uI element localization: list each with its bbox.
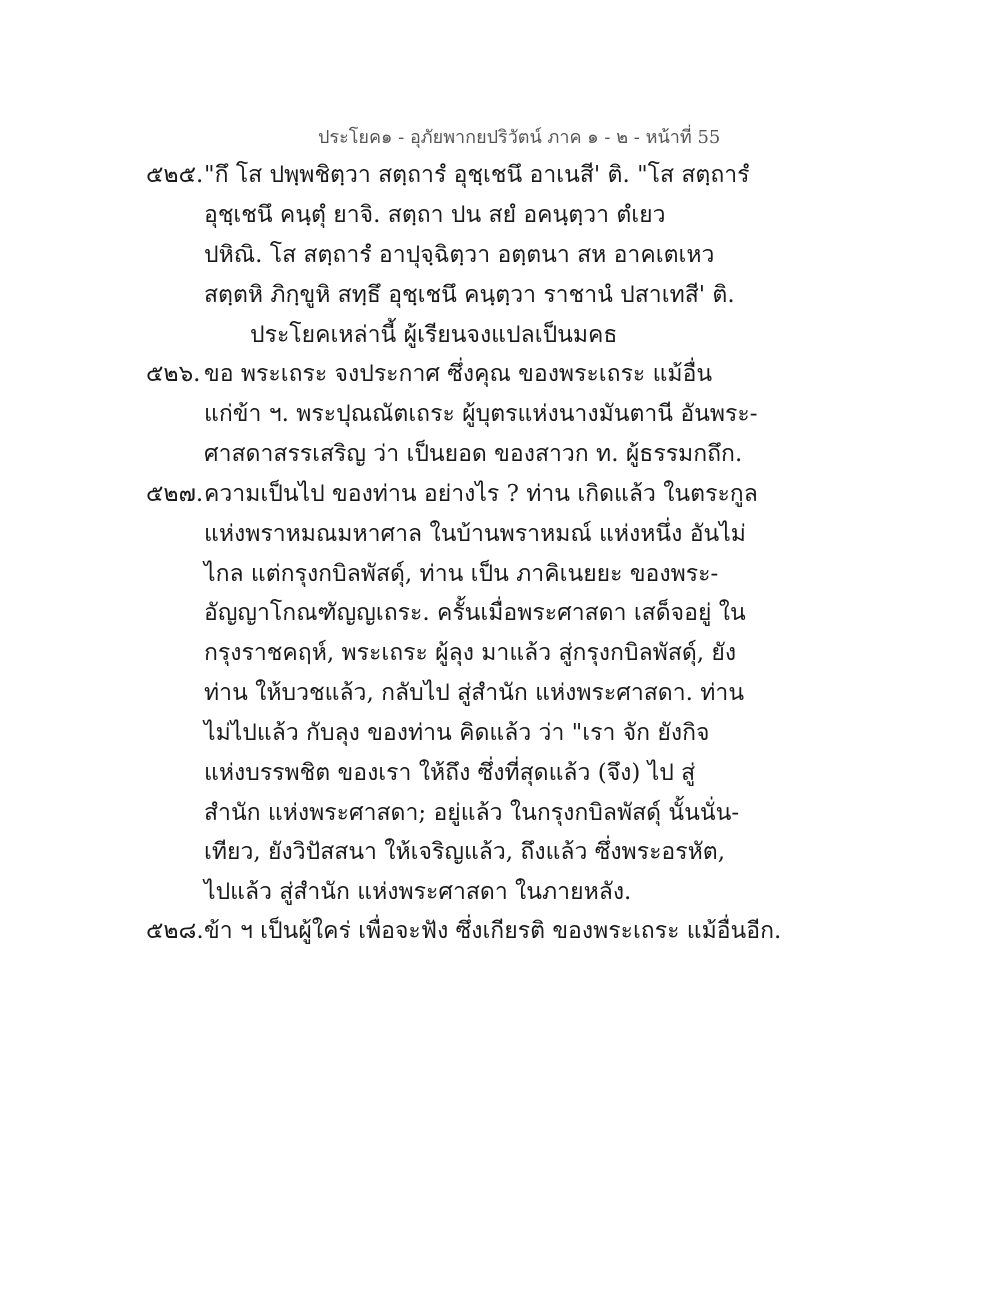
paragraph-line: ขอ พระเถระ จงประกาศ ซึ่งคุณ ของพระเถระ แม้อื่น	[204, 361, 713, 387]
paragraph-line: ไม่ไปแล้ว กับลุง ของท่าน คิดแล้ว ว่า "เรา จัก ยังกิจ	[204, 720, 710, 746]
paragraph-number: ๕๒๖.	[146, 361, 201, 387]
paragraph-line: ไปแล้ว สู่สำนัก แห่งพระศาสดา ในภายหลัง.	[204, 879, 632, 905]
paragraph-line: สตฺตหิ ภิกฺขูหิ สทฺธึ อุชฺเชนึ คนฺตฺวา ราชานํ ปสาเทสี' ติ.	[204, 282, 735, 308]
paragraph-line: ศาสดาสรรเสริญ ว่า เป็นยอด ของสาวก ท. ผู้ธรรมกถึก.	[204, 441, 743, 467]
paragraph-number: ๕๒๗.	[146, 481, 204, 507]
paragraph-line: สำนัก แห่งพระศาสดา; อยู่แล้ว ในกรุงกบิลพัสดุ์ นั้นนั่น-	[204, 800, 740, 826]
paragraph-number: ๕๒๕.	[146, 162, 204, 188]
paragraph-line: ความเป็นไป ของท่าน อย่างไร ? ท่าน เกิดแล้ว ในตระกูล	[204, 481, 758, 507]
page-header: ประโยค๑ - อุภัยพากยปริวัตน์ ภาค ๑ - ๒ - หน้าที่ 55	[318, 127, 721, 148]
paragraph-line: กรุงราชคฤห์, พระเถระ ผู้ลุง มาแล้ว สู่กรุงกบิลพัสดุ์, ยัง	[204, 640, 737, 666]
paragraph-line: แห่งบรรพชิต ของเรา ให้ถึง ซึ่งที่สุดแล้ว (จึง) ไป สู่	[204, 760, 696, 786]
paragraph-line: ท่าน ให้บวชแล้ว, กลับไป สู่สำนัก แห่งพระศาสดา. ท่าน	[204, 680, 745, 706]
paragraph-line: แก่ข้า ฯ. พระปุณณัตเถระ ผู้บุตรแห่งนางมันตานี อันพระ-	[204, 401, 758, 427]
paragraph-line: เทียว, ยังวิปัสสนา ให้เจริญแล้ว, ถึงแล้ว ซึ่งพระอรหัต,	[204, 839, 726, 865]
paragraph-line: อัญญาโกณฑัญญเถระ. ครั้นเมื่อพระศาสดา เสด็จอยู่ ใน	[204, 600, 746, 626]
paragraph-line: "กึ โส ปพฺพชิตฺวา สตฺถารํ อุชฺเชนึ อาเนสี' ติ. "โส สตฺถารํ	[204, 162, 750, 188]
paragraph-line: ข้า ฯ เป็นผู้ใคร่ เพื่อจะฟัง ซึ่งเกียรติ ของพระเถระ แม้อื่นอีก.	[204, 918, 782, 944]
paragraph-line: ไกล แต่กรุงกบิลพัสดุ์, ท่าน เป็น ภาคิเนยยะ ของพระ-	[204, 561, 719, 587]
paragraph-line: อุชฺเชนึ คนฺตุํ ยาจิ. สตฺถา ปน สยํ อคนฺตฺวา ตํเยว	[204, 202, 666, 228]
paragraph-line: ปหิณิ. โส สตฺถารํ อาปุจฺฉิตฺวา อตฺตนา สห อาคเตเหว	[204, 242, 715, 268]
section-instruction: ประโยคเหล่านี้ ผู้เรียนจงแปลเป็นมคธ	[250, 322, 618, 348]
paragraph-number: ๕๒๘.	[146, 918, 204, 944]
paragraph-line: แห่งพราหมณมหาศาล ในบ้านพราหมณ์ แห่งหนึ่ง อันไม่	[204, 521, 746, 547]
